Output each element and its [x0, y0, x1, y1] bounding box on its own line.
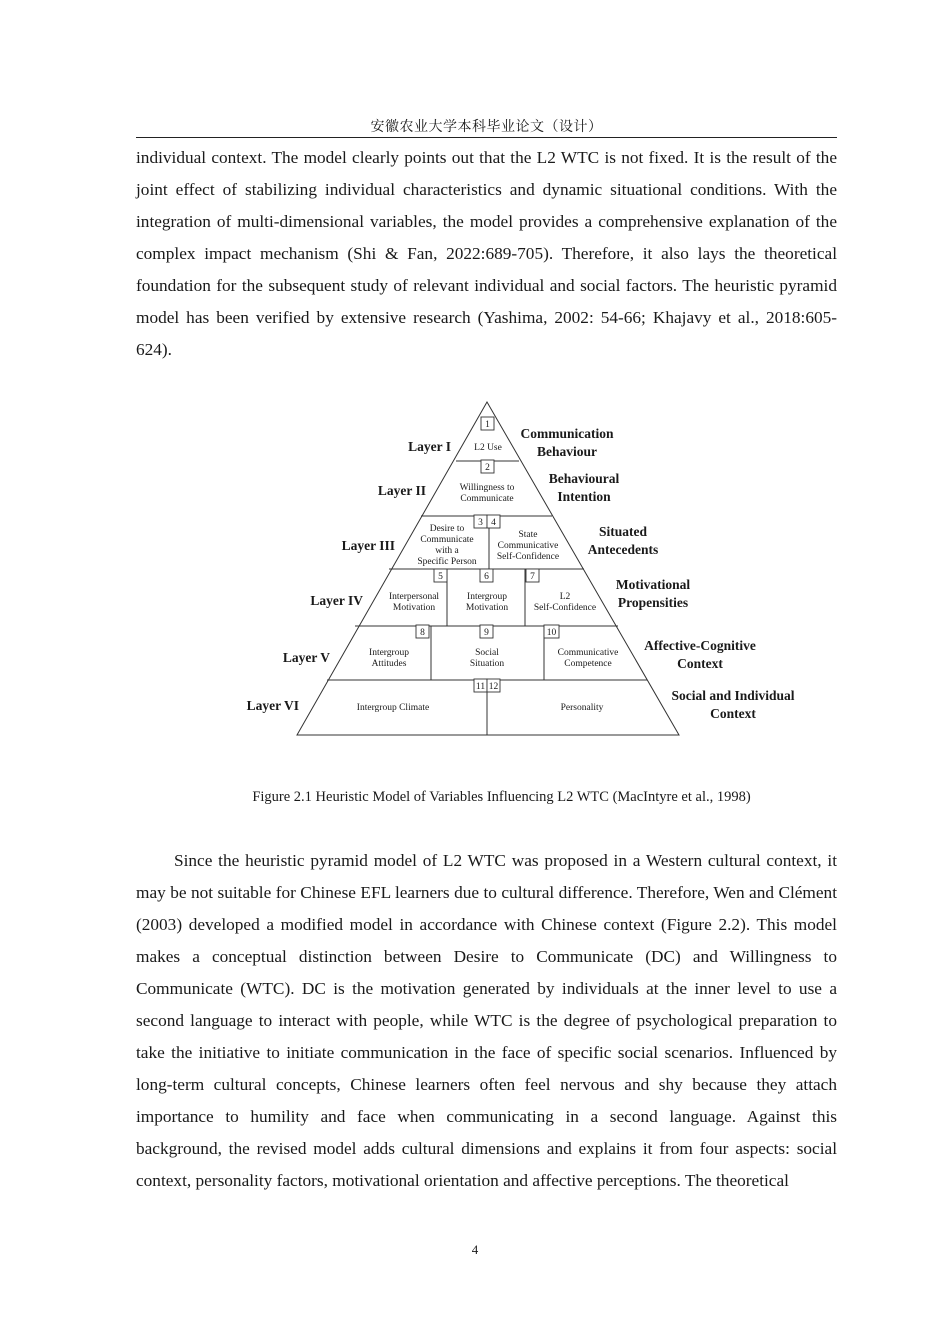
header-rule [136, 137, 837, 138]
cell-text-11-line-1: Intergroup Climate [356, 703, 430, 713]
cell-text-9-line-2: Situation [469, 659, 505, 669]
body-paragraph-1: individual context. The model clearly points out that the L2 WTC is not fixed. It is the result of the joint effect of stabilizing individual characteristics and dynamic situational conditions. With the integration of multi-dimensional variables, the model provides a comprehensive explanation of the complex impact mechanism (Shi & Fan, 2022:689-705). Therefore, it also lays the theoretical foundation for the subsequent study of relevant individual and social factors. The heuristic pyramid model has been verified by extensive research (Yashima, 2002: 54-66; Khajavy et al., 2018:605-624). [136, 148, 837, 359]
number-label-6: 6 [484, 572, 489, 582]
pyramid-diagram [0, 395, 950, 745]
side-label-6-line-2: Context [710, 706, 756, 721]
side-label-3-line-2: Antecedents [587, 542, 659, 557]
side-label-2-line-1: Behavioural [548, 471, 620, 486]
layer-label-1: Layer I [408, 439, 451, 454]
side-label-5-line-2: Context [677, 656, 723, 671]
cell-text-3-line-4: Specific Person [417, 557, 477, 567]
cell-text-2-line-2: Communicate [460, 494, 514, 504]
figure-caption: Figure 2.1 Heuristic Model of Variables Influencing L2 WTC (MacIntyre et al., 1998) [252, 789, 751, 805]
number-label-9: 9 [484, 628, 489, 638]
side-label-4-line-1: Motivational [615, 577, 691, 592]
side-label-1-line-2: Behaviour [536, 444, 598, 459]
page-number: 4 [471, 1242, 479, 1257]
side-label-2-line-2: Intention [557, 489, 611, 504]
number-label-1: 1 [485, 420, 490, 430]
side-labels [520, 426, 794, 721]
number-label-7: 7 [530, 572, 535, 582]
cell-text-3-line-3: with a [435, 546, 459, 556]
cell-text-7-line-2: Self-Confidence [533, 603, 597, 613]
cell-text-5-line-1: Interpersonal [388, 592, 440, 602]
figure-heuristic-pyramid [0, 395, 950, 745]
cell-text-9-line-1: Social [475, 648, 499, 658]
number-label-11: 11 [475, 682, 486, 692]
number-label-4: 4 [491, 518, 496, 528]
side-label-5-line-1: Affective-Cognitive [644, 638, 756, 653]
cell-text-4-line-2: Communicative [497, 541, 559, 551]
cell-text-8-line-2: Attitudes [371, 659, 407, 669]
number-label-5: 5 [438, 572, 443, 582]
side-label-6-line-1: Social and Individual [671, 688, 795, 703]
number-label-12: 12 [488, 682, 499, 692]
number-label-2: 2 [485, 463, 490, 473]
number-label-3: 3 [478, 518, 483, 528]
layer-label-3: Layer III [341, 538, 395, 553]
cell-text-8-line-1: Intergroup [369, 648, 409, 658]
layer-label-4: Layer IV [310, 593, 363, 608]
side-label-3-line-1: Situated [598, 524, 648, 539]
cell-text-10-line-2: Competence [564, 659, 612, 669]
cell-text-6-line-2: Motivation [465, 603, 509, 613]
layer-labels [247, 439, 451, 713]
cell-text-7-line-1: L2 [559, 592, 571, 602]
cell-text-6-line-1: Intergroup [467, 592, 507, 602]
layer-label-5: Layer V [282, 650, 330, 665]
side-label-1-line-1: Communication [520, 426, 614, 441]
running-header: 安徽农业大学本科毕业论文（设计） [370, 120, 603, 135]
number-label-10: 10 [546, 628, 557, 638]
layer-label-2: Layer II [377, 483, 426, 498]
cell-text-3-line-2: Communicate [420, 535, 474, 545]
cell-text-2-line-1: Willingness to [459, 483, 515, 493]
cell-text-3-line-1: Desire to [429, 524, 465, 534]
number-label-8: 8 [420, 628, 425, 638]
cell-text-5-line-2: Motivation [392, 603, 436, 613]
cell-text-4-line-1: State [518, 530, 538, 540]
side-label-4-line-2: Propensities [617, 595, 689, 610]
cell-text-1-line-1: L2 Use [474, 443, 502, 453]
cell-text-4-line-3: Self-Confidence [496, 552, 560, 562]
body-paragraph-2: Since the heuristic pyramid model of L2 WTC was proposed in a Western cultural context, it may be not suitable for Chinese EFL learners due to cultural difference. Therefore, Wen and Clément (2003) developed a modified model in accordance with Chinese context (Figure 2.2). This model makes a conceptual distinction between Desire to Communicate (DC) and Willingness to Communicate (WTC). DC is the motivation generated by individuals at the inner level to use a second language to interact with people, while WTC is the degree of psychological preparation to take the initiative to initiate communication in the face of specific social scenarios. Influenced by long-term cultural concepts, Chinese learners often feel nervous and shy because they attach importance to humility and face when communicating in a second language. Against this background, the revised model adds cultural dimensions and explains it from four aspects: social context, personality factors, motivational orientation and affective perceptions. The theoretical [136, 851, 837, 1190]
cell-text-10-line-1: Communicative [557, 648, 619, 658]
layer-label-6: Layer VI [246, 698, 299, 713]
cell-text-12-line-1: Personality [560, 703, 604, 713]
